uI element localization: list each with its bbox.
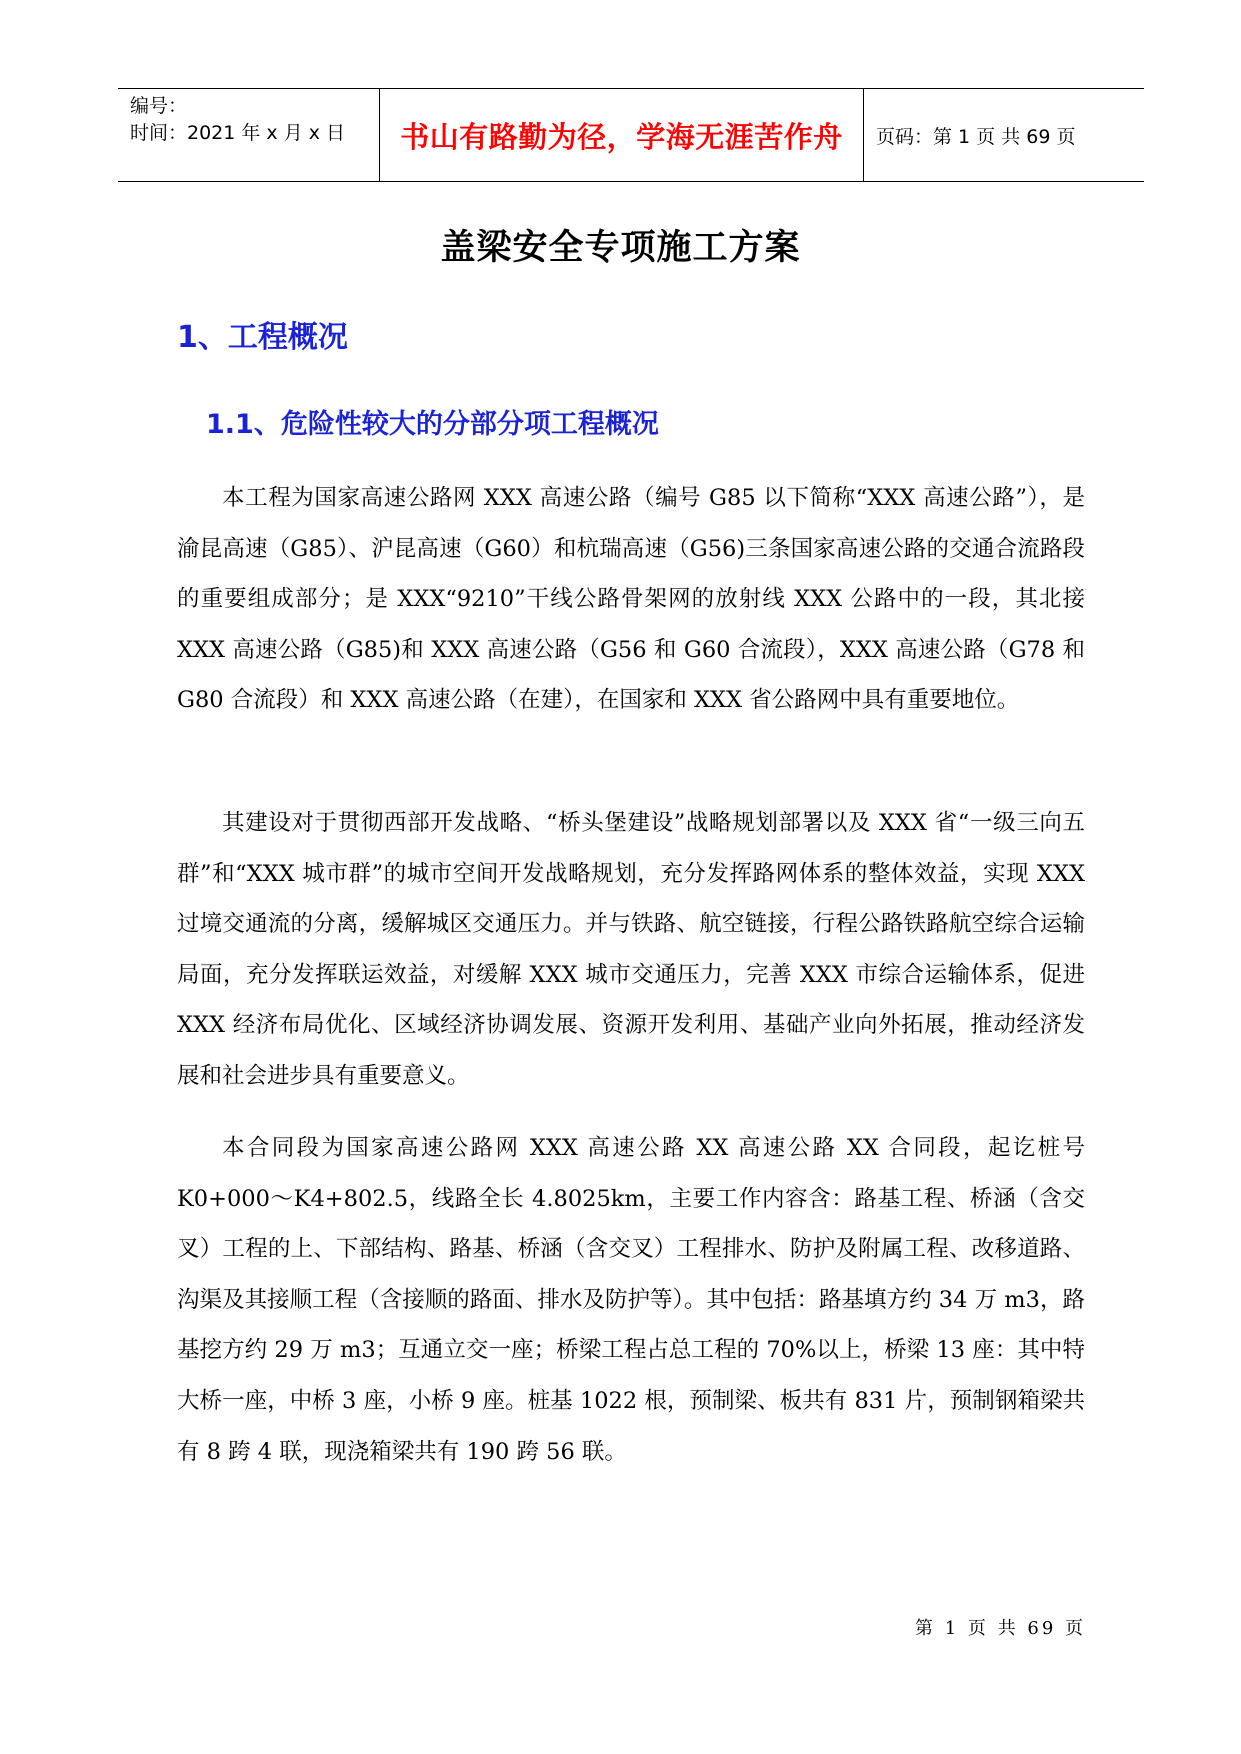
document-title: 盖梁安全专项施工方案 [440, 227, 801, 268]
document-number-label: 编号： [130, 95, 188, 117]
header-meta [118, 89, 380, 181]
section-heading-1-1: 1.1、危险性较大的分部分项工程概况 [206, 409, 659, 440]
page-header [118, 88, 1144, 182]
header-page-number: 页码：第 1 页 共 69 页 [876, 125, 1076, 148]
paragraph-3: 本合同段为国家高速公路网 XXX 高速公路 XX 高速公路 XX 合同段，起讫桩号 K0+000～K4+802.5，线路全长 4.8025km，主要工作内容含：路基工程、桥涵（含交叉）工程的上、下部结构、路基、桥涵（含交叉）工程排水、防护及附属工程、改移道路、沟渠及其接顺工程（含接顺的路面、排水及防护等）。其中包括：路基填方约 34 万 m3，路基挖方约 29 万 m3；互通立交一座；桥梁工程占总工程的 70%以上，桥梁 13 座：其中特大桥一座，中桥 3 座，小桥 9 座。桩基 1022 根，预制梁、板共有 831 片，预制钢箱梁共有 8 跨 4 联，现浇箱梁共有 190 跨 56 联。 [177, 1135, 1085, 1465]
paragraph-1: 本工程为国家高速公路网 XXX 高速公路（编号 G85 以下简称“XXX 高速公路”），是渝昆高速（G85）、沪昆高速（G60）和杭瑞高速（G56)三条国家高速公路的交通合流路段的重要组成部分；是 XXX“9210”干线公路骨架网的放射线 XXX 公路中的一段，其北接 XXX 高速公路（G85)和 XXX 高速公路（G56 和 G60 合流段），XXX 高速公路（G78 和 G80 合流段）和 XXX 高速公路（在建），在国家和 XXX 省公路网中具有重要地位。 [177, 485, 1085, 714]
document-date: 时间：2021 年 x 月 x 日 [130, 122, 346, 144]
paragraph-2: 其建设对于贯彻西部开发战略、“桥头堡建设”战略规划部署以及 XXX 省“一级三向五群”和“XXX 城市群”的城市空间开发战略规划，充分发挥路网体系的整体效益，实现 XXX 过境交通流的分离，缓解城区交通压力。并与铁路、航空链接，行程公路铁路航空综合运输局面，充分发挥联运效益，对缓解 XXX 城市交通压力，完善 XXX 市综合运输体系，促进 XXX 经济布局优化、区域经济协调发展、资源开发利用、基础产业向外拓展，推动经济发展和社会进步具有重要意义。 [177, 810, 1085, 1089]
section-heading-1: 1、工程概况 [177, 320, 348, 355]
page-footer: 第 1 页 共 69 页 [915, 1618, 1086, 1639]
header-motto: 书山有路勤为径，学海无涯苦作舟 [380, 89, 864, 181]
